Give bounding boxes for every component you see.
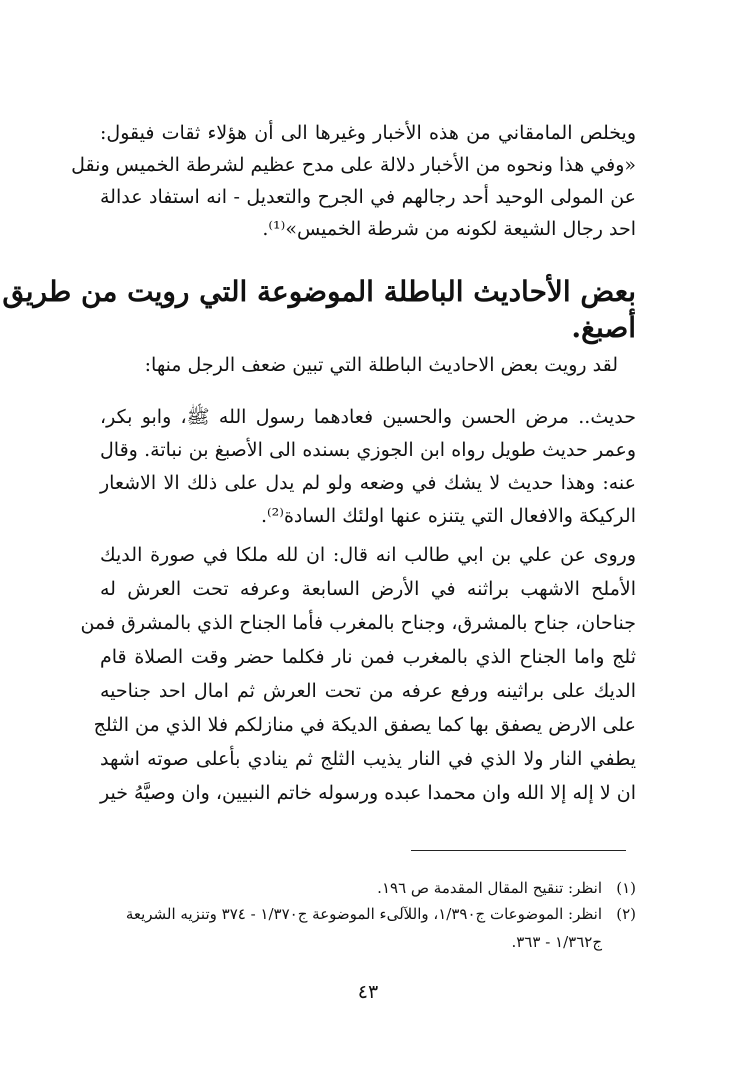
- intro-line: لقد رويت بعض الاحاديث الباطلة التي تبين ضعف الرجل منها:: [144, 354, 618, 376]
- paragraph-3-line-1: وروى عن علي بن ابي طالب انه قال: ان لله ملكا في صورة الديك: [100, 544, 636, 566]
- section-heading-line-2: أصبغ.: [571, 311, 636, 344]
- footnote-1-number: (١): [616, 879, 636, 897]
- paragraph-1-line-1: ويخلص المامقاني من هذه الأخبار وغيرها الى أن هؤلاء ثقات فيقول:: [100, 122, 636, 144]
- paragraph-2-line-2: وعمر حديث طويل رواه ابن الجوزي بسنده الى الأصبغ بن نباتة. وقال: [100, 439, 636, 461]
- footnote-1-text: انظر: تنقيح المقال المقدمة ص ١٩٦.: [377, 879, 602, 897]
- paragraph-3-line-2: الأملح الاشهب براثنه في الأرض السابعة وعرفه تحت العرش له: [100, 578, 636, 600]
- paragraph-2-line-3: عنه: وهذا حديث لا يشك في وضعه ولو لم يدل على ذلك الا الاشعار: [100, 472, 637, 494]
- paragraph-1-line-4: احد رجال الشيعة لكونه من شرطة الخميس»⁽¹⁾.: [262, 218, 636, 240]
- paragraph-3-line-5: الديك على براثينه ورفع عرفه من تحت العرش ثم امال احد جناحيه: [100, 680, 636, 702]
- paragraph-1-line-2: «وفي هذا ونحوه من الأخبار دلالة على مدح عظيم لشرطة الخميس ونقل: [71, 154, 636, 176]
- section-heading-line-1: بعض الأحاديث الباطلة الموضوعة التي رويت من طريق: [2, 275, 636, 308]
- footnote-2-number: (٢): [616, 905, 636, 923]
- footnote-2-text-line-1: انظر: الموضوعات ج١/٣٩٠، واللآلىء الموضوعة ج١/٣٧٠ - ٣٧٤ وتنزيه الشريعة: [125, 905, 602, 923]
- paragraph-3-line-8: ان لا إله إلا الله وان محمدا عبده ورسوله خاتم النبيين، وان وصيَّهُ خير: [100, 782, 636, 804]
- paragraph-3-line-6: على الارض يصفق بها كما يصفق الديكة في منازلكم فلا الذي من الثلج: [93, 714, 636, 736]
- paragraph-2-line-4: الركيكة والافعال التي يتنزه عنها اولئك السادة⁽²⁾.: [260, 505, 636, 527]
- footnote-2-continuation: ج١/٣٦٢ - ٣٦٣.: [511, 933, 602, 951]
- footnote-1: [100, 876, 636, 900]
- paragraph-3-line-7: يطفي النار ولا الذي في النار يذيب الثلج ثم ينادي بأعلى صوته اشهد: [100, 748, 636, 770]
- paragraph-3-line-4: ثلج واما الجناح الذي بالمغرب فمن نار فكلما حضر وقت الصلاة قام: [100, 646, 636, 668]
- paragraph-2-line-1: حديث.. مرض الحسن والحسين فعادهما رسول الله ﷺ، وابو بكر،: [100, 406, 636, 428]
- paragraph-1-line-3: عن المولى الوحيد أحد رجالهم في الجرح والتعديل - انه استفاد عدالة: [100, 186, 636, 208]
- footnote-2: [100, 902, 636, 926]
- footnote-separator: [411, 850, 626, 851]
- paragraph-3-line-3: جناحان، جناح بالمشرق، وجناح بالمغرب فأما الجناح الذي بالمشرق فمن: [80, 612, 636, 634]
- page-number: ٤٣: [357, 981, 379, 1003]
